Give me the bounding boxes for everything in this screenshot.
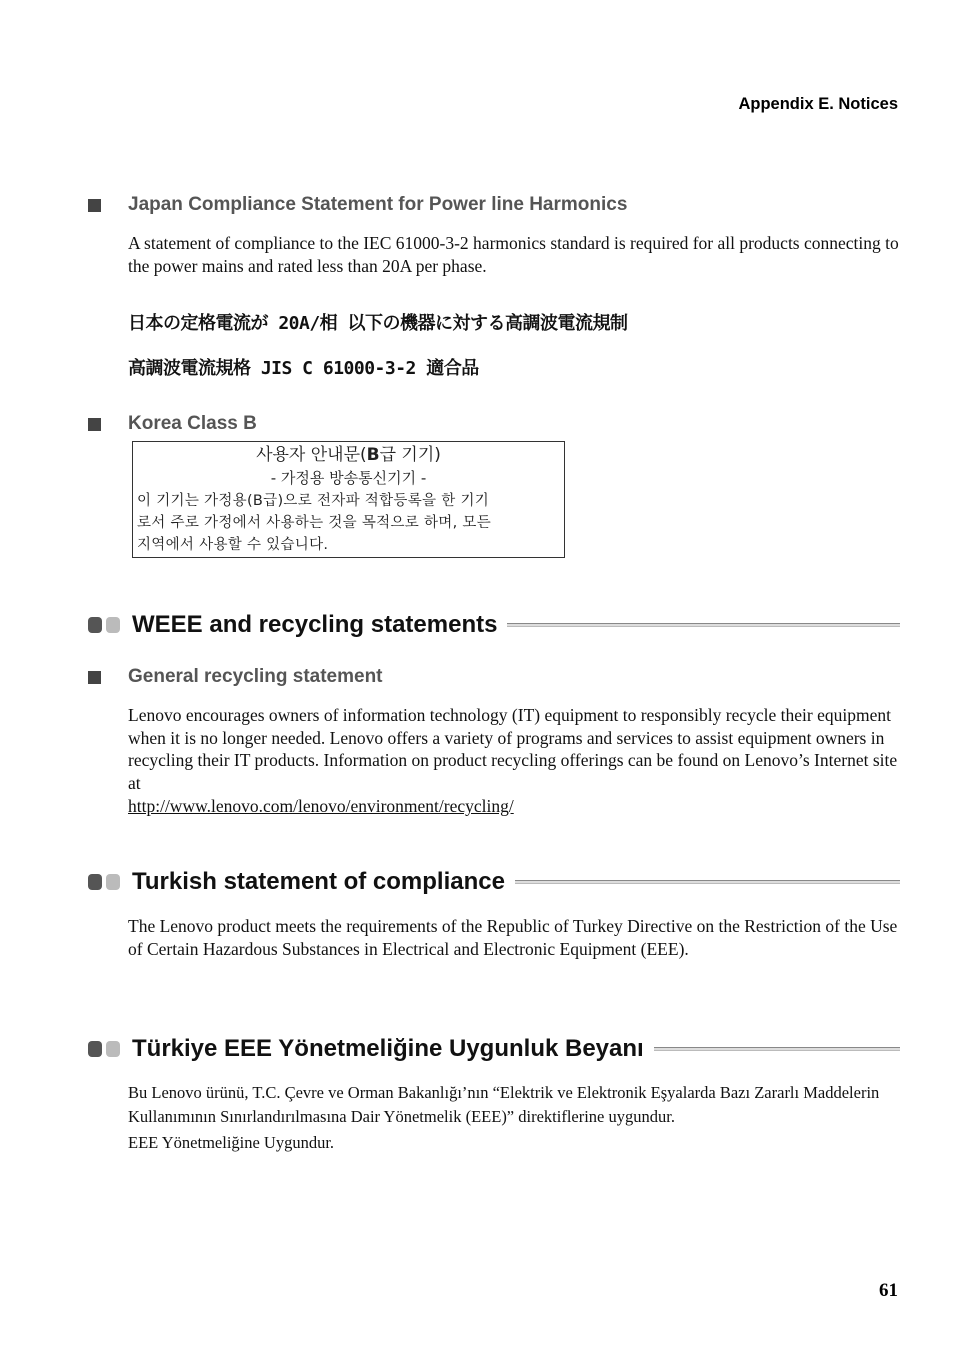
general-recycling-body [128, 704, 900, 818]
general-recycling-text: Lenovo encourages owners of information technology (IT) equipment to responsibly recycle their equipment when it is no longer needed. Lenovo offers a variety of programs and services to assist equipment owners in recycling their IT products. Information on product recycling offerings can be found on Lenovo’s Internet site at [128, 705, 898, 794]
turkiye-heading-text: Türkiye EEE Yönetmeliğine Uygunluk Beyanı [132, 1035, 644, 1062]
japan-compliance-heading-text: Japan Compliance Statement for Power line Harmonics [128, 194, 628, 215]
recycling-link[interactable]: http://www.lenovo.com/lenovo/environment/recycling/ [128, 795, 514, 816]
korea-box-subtitle: - 가정용 방송통신기기 - [270, 469, 427, 487]
japan-compliance-heading [88, 194, 627, 216]
turkiye-section-heading [88, 1035, 900, 1063]
korea-class-b-heading-text: Korea Class B [128, 413, 257, 434]
turkish-section-heading [88, 868, 900, 896]
turkiye-body: Bu Lenovo ürünü, T.C. Çevre ve Orman Bakanlığı’nın “Elektrik ve Elektronik Eşyalarda Bazı Zararlı Maddelerin Kullanımının Sınırlandırılmasına Dair Yönetmelik (EEE)” direktiflerine uygundur. [128, 1083, 880, 1126]
weee-section-heading [88, 611, 900, 639]
korea-box-title-post: 급 기기) [379, 445, 441, 465]
section-dots-icon [88, 874, 120, 890]
running-head: Appendix E. Notices [738, 95, 898, 113]
japan-cjk-line-2: 高調波電流規格 JIS C 61000-3-2 適合品 [128, 358, 479, 379]
heading-rule [515, 880, 900, 884]
korea-notice-box [132, 441, 565, 558]
page-number: 61 [879, 1280, 898, 1301]
korea-box-title-bold: B [366, 445, 380, 465]
weee-heading-text: WEEE and recycling statements [132, 611, 498, 638]
japan-compliance-body: A statement of compliance to the IEC 61000-3-2 harmonics standard is required for all products connecting to the power mains and rated less than 20A per phase. [128, 233, 899, 276]
square-bullet-icon [88, 418, 101, 431]
general-recycling-heading-text: General recycling statement [128, 666, 383, 687]
square-bullet-icon [88, 671, 101, 684]
korea-box-line-3: 지역에서 사용할 수 있습니다. [137, 537, 329, 553]
section-dots-icon [88, 617, 120, 633]
general-recycling-heading [88, 666, 383, 688]
korea-box-line-1: 이 기기는 가정용(B급)으로 전자파 적합등록을 한 기기 [137, 493, 490, 509]
section-dots-icon [88, 1041, 120, 1057]
turkish-heading-text: Turkish statement of compliance [132, 868, 505, 895]
korea-box-title [137, 444, 560, 467]
korea-class-b-heading [88, 413, 257, 435]
japan-cjk-line-1: 日本の定格電流が 20A/相 以下の機器に対する高調波電流規制 [128, 313, 628, 334]
turkish-body: The Lenovo product meets the requirements of the Republic of Turkey Directive on the Restriction of the Use of Certain Hazardous Substances in Electrical and Electronic Equipment (EEE). [128, 916, 898, 959]
heading-rule [507, 623, 900, 627]
heading-rule [654, 1047, 900, 1051]
korea-box-line-2: 로서 주로 가정에서 사용하는 것을 목적으로 하며, 모든 [137, 515, 492, 531]
korea-box-title-pre: 사용자 안내문( [256, 445, 367, 465]
square-bullet-icon [88, 199, 101, 212]
turkiye-body-2: EEE Yönetmeliğine Uygundur. [128, 1133, 335, 1152]
